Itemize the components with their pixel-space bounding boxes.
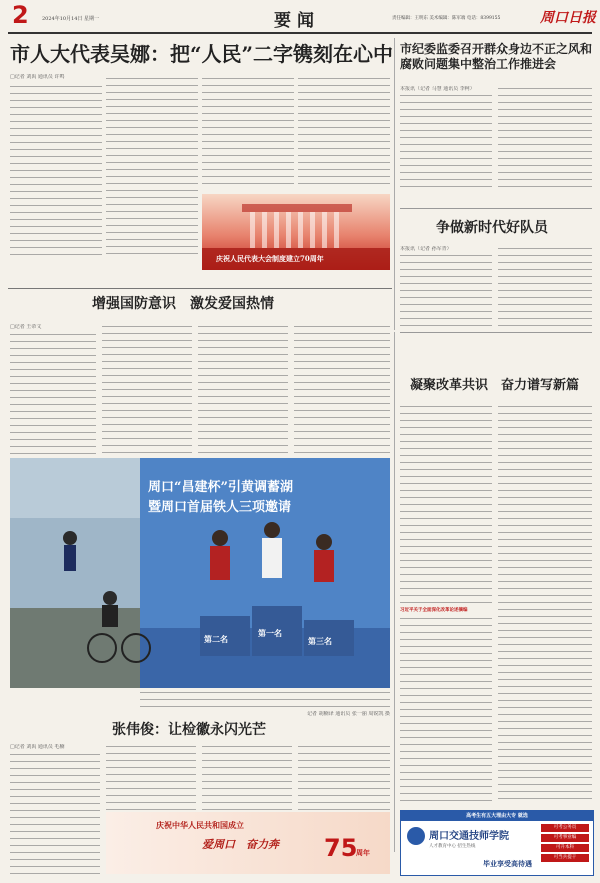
zhang-body-col3	[202, 744, 292, 810]
zhang-headline: 张伟俊：让检徽永闪光芒	[112, 722, 266, 738]
reform-body-col1b	[400, 616, 492, 804]
section-title: 要闻	[274, 11, 320, 31]
ad-item: 可考公务员	[541, 824, 589, 832]
prc-banner-line1: 庆祝中华人民共和国成立	[156, 820, 244, 830]
discipline-byline: 本报讯（记者 马慧 通讯员 李柯）	[400, 86, 475, 92]
defense-body-col3	[198, 324, 288, 454]
defense-body-col1	[10, 332, 96, 470]
lead-body-col1	[10, 84, 102, 260]
reform-body-col2	[498, 404, 592, 804]
discipline-body-col1	[400, 93, 492, 193]
masthead-rule	[8, 32, 592, 34]
ad-top-line: 高考生有五大理由大专 就选	[401, 811, 593, 821]
mid-rule	[8, 288, 392, 289]
zhang-byline: □记者 刘禹 通讯员 毛楠	[10, 744, 65, 750]
school-ad	[400, 810, 594, 876]
defense-body-col2	[102, 324, 192, 454]
npc-banner	[202, 194, 390, 270]
race-photo-credit: 记者 胡楠译 通讯员 张一丽 周锐凯 摄	[307, 711, 390, 717]
ad-item: 可考事业编	[541, 834, 589, 842]
defense-byline: □记者 王帝文	[10, 324, 42, 330]
reform-headline: 凝聚改革共识 奋力谱写新篇	[410, 378, 580, 393]
ad-school-name: 周口交通技师学院	[429, 831, 509, 842]
lead-headline: 市人大代表吴娜：把“人民”二字镌刻在心中	[10, 42, 394, 66]
ad-item: 可当兵提干	[541, 854, 589, 862]
zhang-body-col4	[298, 744, 390, 810]
column-divider-top	[394, 38, 395, 330]
lead-body-col4	[298, 76, 390, 190]
zhang-body-col1	[10, 752, 100, 874]
ad-item: 可升本科	[541, 844, 589, 852]
youth-body-col1	[400, 253, 492, 329]
ad-tagline: 毕业享受高待遇	[483, 859, 532, 868]
page-number: 2	[12, 1, 29, 29]
ad-item-list	[541, 824, 589, 862]
podium-second: 第二名	[204, 634, 228, 644]
prc-banner	[106, 812, 390, 874]
race-banner-line2: 暨周口首届铁人三项邀请	[148, 500, 292, 515]
race-photo	[10, 458, 390, 688]
discipline-body-col2	[498, 86, 592, 193]
ad-sub-line: 人才教育中心 招生热线	[429, 844, 476, 849]
editor-info: 责任编辑：王明东 美术编辑：陈军端 电话：8399155	[392, 16, 501, 21]
discipline-headline: 市纪委监委召开群众身边不正之风和腐败问题集中整治工作推进会	[400, 42, 593, 71]
lead-body-col3	[202, 76, 294, 190]
defense-body-col4	[294, 324, 390, 454]
race-banner-line1: 周口“昌建杯”引黄调蓄湖	[148, 480, 293, 495]
reform-rule	[400, 332, 592, 333]
school-logo-icon	[407, 827, 425, 845]
discipline-rule	[400, 208, 592, 209]
prc-banner-years: 75	[324, 834, 358, 862]
prc-banner-years-suffix: 周年	[356, 848, 370, 857]
paper-logo: 周口日报	[540, 10, 596, 26]
youth-body-col2	[498, 246, 592, 329]
column-divider-bottom	[394, 332, 395, 852]
race-caption	[140, 690, 390, 710]
reform-body-col1	[400, 404, 492, 606]
issue-date: 2024年10月14日 星期一	[42, 16, 100, 22]
podium-third: 第三名	[308, 636, 332, 646]
reform-subhead: 习近平关于全面深化改革论述摘编	[400, 608, 468, 613]
npc-banner-text: 庆祝人民代表大会制度建立70周年	[216, 254, 324, 263]
lead-byline: □记者 刘禹 通讯员 许鸣	[10, 74, 65, 80]
youth-headline: 争做新时代好队员	[436, 220, 548, 236]
podium-first: 第一名	[258, 628, 282, 638]
youth-byline: 本报讯（记者 孙军青）	[400, 246, 452, 252]
masthead	[0, 0, 600, 32]
lead-body-col2	[106, 76, 198, 260]
defense-headline: 增强国防意识 激发爱国热情	[92, 296, 274, 312]
zhang-body-col2	[106, 744, 196, 810]
prc-banner-line2: 爱周口 奋力奔	[202, 838, 279, 851]
